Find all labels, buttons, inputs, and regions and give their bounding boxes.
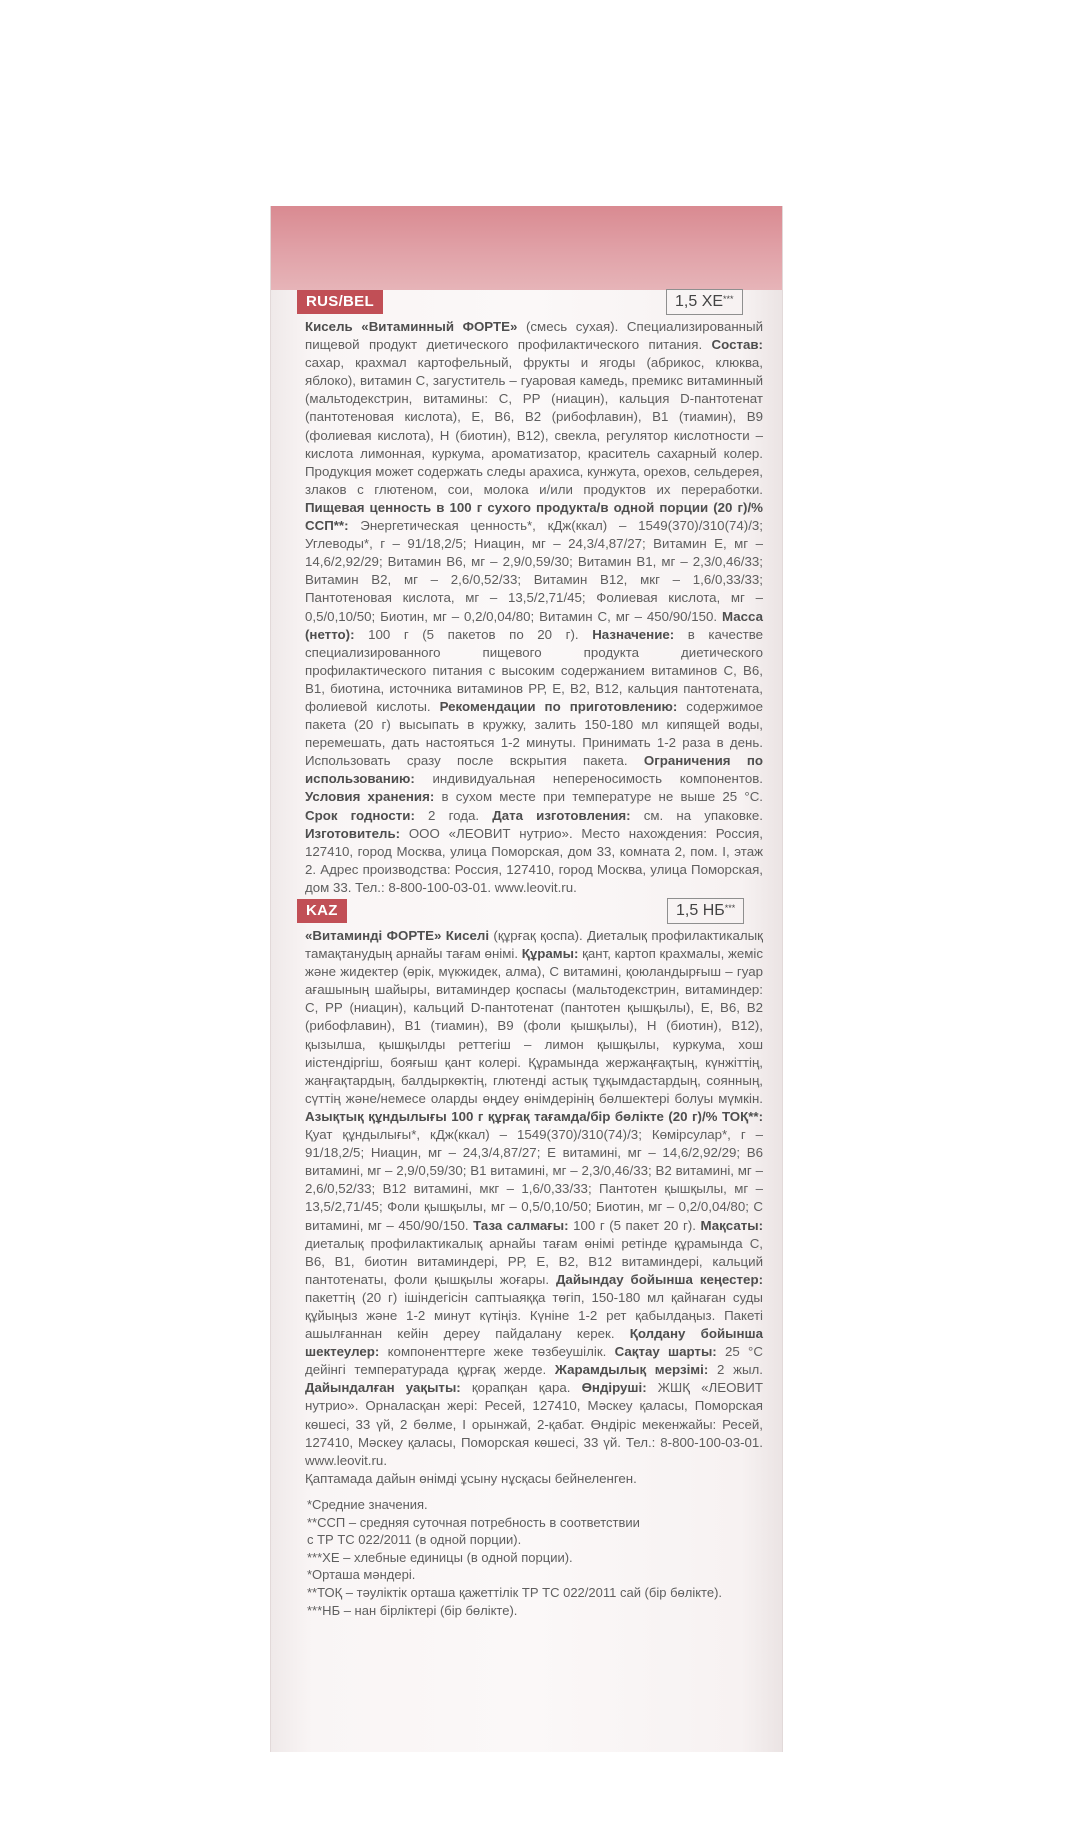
bread-unit-value-kaz: 1,5 НБ — [676, 902, 725, 919]
purpose-label-rus: Назначение: — [592, 626, 675, 642]
product-name-rus: Кисель «Витаминный ФОРТЕ» — [305, 319, 518, 334]
manufacture-date-kaz: қорапқан қара. — [460, 1380, 582, 1396]
footnote: с ТР ТС 022/2011 (в одной порции). — [307, 1532, 522, 1548]
bread-unit-mark-kaz: *** — [724, 903, 736, 913]
product-name-kaz: «Витаминді ФОРТЕ» Киселі — [305, 928, 490, 943]
product-description-rus: (смесь сухая). Специализированный пищевой продукт диетического профилактического питания. — [305, 319, 764, 353]
manufacture-date-label-rus: Дата изготовления: — [492, 807, 631, 823]
limitations-label-rus: Ограничения по использованию: — [305, 753, 763, 787]
mass-label-kaz: Таза салмағы: — [473, 1217, 569, 1233]
composition-label-kaz: Құрамы: — [521, 946, 579, 962]
product-description-kaz: (құрғақ қоспа). Диеталық профилактикалық тамақтанудың арнайы тағам өнімі. — [305, 928, 763, 962]
nutrition-kaz: Қуат құндылығы*, кДж(ккал) – 1549(370)/310(74)/3; Көмірсулар*, г – 91/18,2/5; Ниацин, мг – 24,3/4,87/27; Е витамині, мг – 14,6/2,92/29; В6 витамині, мг – 2,9/0,59/30; В1 витамині, мг – 2,3/0,46/33; В2 витамині, мг – 2,6/0,52/33; В12 витамині, мкг – 1,6/0,33/33; Пантотен қышқылы, мг – 13,5/2,71/45; Фоли қышқылы, мг – 0,5/0,10/50; Биотин, мг – 0,2/0,04/80; С витамині, мг – 450/90/150. — [305, 1127, 763, 1233]
nutrition-label-kaz: Азықтық құндылығы 100 г құрғақ тағамда/бір бөлікте (20 г)/% ТОҚ**: — [305, 1108, 763, 1124]
mass-kaz: 100 г (5 пакет 20 г). — [568, 1217, 701, 1233]
footnote: *Орташа мәндері. — [307, 1567, 416, 1583]
package-side-panel — [270, 206, 783, 1752]
bread-unit-badge-kaz — [667, 898, 744, 924]
shelf-life-kaz: 2 жыл. — [708, 1362, 763, 1378]
rus-label-text — [305, 318, 763, 897]
storage-label-kaz: Сақтау шарты: — [614, 1344, 717, 1360]
preparation-label-kaz: Дайындау бойынша кеңестер: — [555, 1271, 763, 1287]
manufacture-date-rus: см. на упаковке. — [630, 807, 763, 823]
closing-note-kaz: Қаптамада дайын өнімді ұсыну нұсқасы бейнеленген. — [305, 1470, 637, 1486]
shelf-life-label-kaz: Жарамдылық мерзімі: — [554, 1362, 709, 1378]
manufacturer-kaz: ЖШҚ «ЛЕОВИТ нутрио». Орналасқан жері: Ресей, 127410, Мәскеу қаласы, Поморская көшесі, 33 үй, 2 бөлме, I орынжай, 2-қабат. Өндіріс мекенжайы: Ресей, 127410, Мәскеу қаласы, Поморская көшесі, 33 үй. Тел.: 8-800-100-03-01. www.leovit.ru. — [305, 1380, 763, 1468]
nutrition-rus: Энергетическая ценность*, кДж(ккал) – 1549(370)/310(74)/3; Углеводы*, г – 91/18,2/5; Ниацин, мг – 24,3/4,87/27; Витамин Е, мг – 14,6/2,92/29; Витамин В6, мг – 2,9/0,59/30; Витамин В1, мг – 2,3/0,46/33; Витамин В2, мг – 2,6/0,52/33; Витамин В12, мкг – 1,6/0,33/33; Пантотеновая кислота, мг – 13,5/2,71/45; Фолиевая кислота, мг – 0,5/0,10/50; Биотин, мг – 0,2/0,04/80; Витамин С, мг – 450/90/150. — [305, 518, 763, 624]
preparation-label-rus: Рекомендации по приготовлению: — [439, 698, 678, 714]
storage-label-rus: Условия хранения: — [305, 789, 435, 805]
composition-rus: сахар, крахмал картофельный, фрукты и ягоды (абрикос, клюква, яблоко), витамин С, загуститель – гуаровая камедь, премикс витаминный (мальтодекстрин, витамины: С, РР (ниацин), кальция D-пантотенат (пантотеновая кислота), Е, В6, В2 (рибофлавин), В1 (тиамин), В9 (фолиевая кислота), Н (биотин), В12), свекла, регулятор кислотности – кислота лимонная, куркума, ароматизатор, краситель сахарный колер. Продукция может содержать следы арахиса, кунжута, орехов, сельдерея, злаков с глютеном, сои, молока и/или продуктов их переработки. — [305, 355, 763, 497]
footnote: ***НБ – нан бірліктері (бір бөлікте). — [307, 1602, 518, 1618]
limitations-kaz: компоненттерге жеке төзбеушілік. — [379, 1344, 615, 1360]
storage-kaz: 25 °С дейінгі температурада құрғақ жерде. — [305, 1344, 763, 1378]
preparation-rus: содержимое пакета (20 г) высыпать в кружку, залить 150-180 мл кипящей воды, перемешать, дать настояться 1-2 минуты. Принимать 1-2 раза в день. Использовать сразу после вскрытия пакета. — [305, 698, 764, 769]
storage-rus: в сухом месте при температуре не выше 25 °С. — [434, 789, 763, 805]
manufacturer-label-kaz: Өндіруші: — [581, 1380, 647, 1396]
kaz-label-text — [305, 927, 763, 1488]
purpose-kaz: диеталық профилактикалық арнайы тағам өнімі ретінде құрамында С, В6, В1, биотин витаминдері, РР, Е, В2, В12 витаминдері, кальций пантотенаты, фоли қышқылы жоғары. — [305, 1235, 763, 1287]
bread-unit-badge-rus — [666, 289, 743, 315]
footnote: **ТОҚ – тәуліктік орташа қажеттілік ТР ТС 022/2011 сай (бір бөлікте). — [307, 1584, 723, 1600]
manufacturer-rus: ООО «ЛЕОВИТ нутрио». Место нахождения: Россия, 127410, город Москва, улица Поморская, дом 33, комната 2, пом. I, этаж 2. Адрес производства: Россия, 127410, город Москва, улица Поморская, дом 33. Тел.: 8-800-100-03-01. www.leovit.ru. — [305, 825, 763, 895]
bread-unit-value-rus: 1,5 ХЕ — [675, 293, 724, 310]
purpose-label-kaz: Мақсаты: — [700, 1217, 764, 1233]
composition-label-rus: Состав: — [711, 337, 763, 353]
limitations-label-kaz: Қолдану бойынша шектеулер: — [305, 1326, 763, 1360]
mass-rus: 100 г (5 пакетов по 20 г). — [354, 626, 593, 642]
shelf-life-label-rus: Срок годности: — [305, 807, 415, 823]
manufacture-date-label-kaz: Дайындалған уақыты: — [305, 1380, 461, 1396]
language-badge-kaz: KAZ — [297, 899, 347, 923]
composition-kaz: қант, картоп крахмалы, жеміс және жидектер (өрік, мүкжидек, алма), С витамині, қоюландырғыш – гуар ағашының шайыры, витаминдер қоспасы (мальтодекстрин, витаминдер: С, РР (ниацин), кальций D-пантотенат (пантотен қышқылы), Е, В6, В2 (рибофлавин), В1 (тиамин), В9 (фоли қышқылы), Н (биотин), В12), қызылша, қышқылды реттегіш – лимон қышқылы, куркума, хош иістендіргіш, бояғыш қант колері. Құрамында жержаңғақтың, күнжіттің, жаңғақтардың, балдыркөктің, глютенді астық тұқымдастардың, соянның, сүттің және/немесе оларды өңдеу өнімдерінің бөлшектері болуы мүмкін. — [305, 946, 764, 1106]
preparation-kaz: пакеттің (20 г) ішіндегісін саптыаяққа төгіп, 150-180 мл қайнаған суды құйыңыз және 1-2 минут күтіңіз. Күніне 1-2 рет қабылдаңыз. Пакеті ашылғаннан кейін дереу пайдалану керек. — [305, 1289, 763, 1342]
limitations-rus: индивидуальная непереносимость компонентов. — [414, 771, 763, 787]
language-badge-rus: RUS/BEL — [297, 290, 383, 314]
footnote: *Средние значения. — [307, 1497, 428, 1512]
pink-top-band — [271, 206, 782, 290]
nutrition-label-rus: Пищевая ценность в 100 г сухого продукта/в одной порции (20 г)/% ССП**: — [305, 499, 763, 534]
footnote: **ССП – средняя суточная потребность в соответствии — [307, 1514, 640, 1530]
footnotes — [307, 1496, 757, 1619]
purpose-rus: в качестве специализированного пищевого продукта диетического профилактического питания с высоким содержанием витаминов С, В6, В1, биотина, источника витаминов РР, Е, В2, В12, кальция пантотената, фолиевой кислоты. — [305, 626, 764, 714]
manufacturer-label-rus: Изготовитель: — [305, 825, 401, 841]
footnote: ***ХЕ – хлебные единицы (в одной порции). — [307, 1549, 573, 1565]
shelf-life-rus: 2 года. — [414, 807, 493, 823]
mass-label-rus: Масса (нетто): — [305, 608, 763, 642]
bread-unit-mark-rus: *** — [723, 294, 734, 304]
